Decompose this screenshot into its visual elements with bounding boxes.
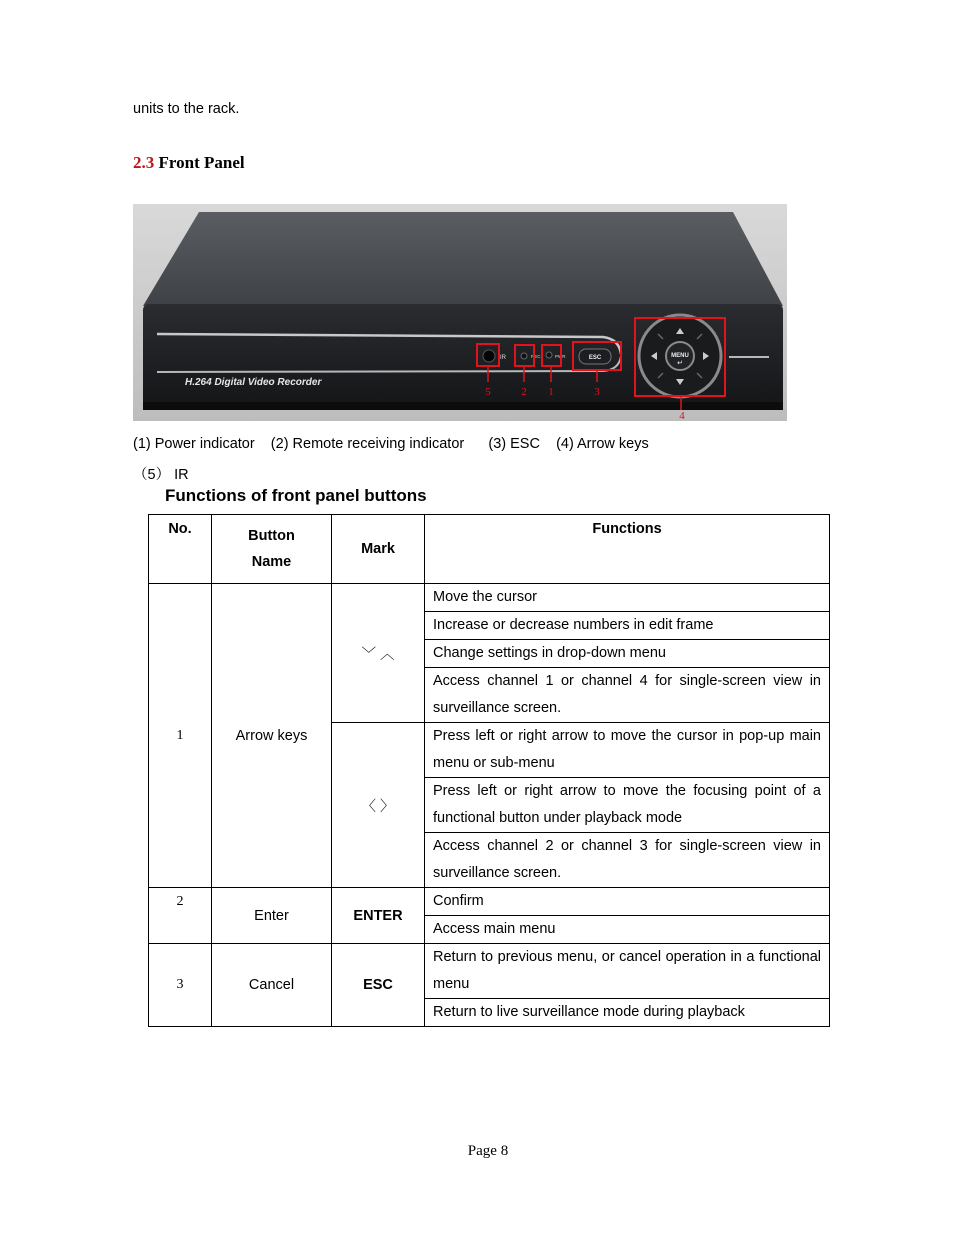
page-footer: Page 8 <box>467 1143 509 1159</box>
function-cell: Change settings in drop-down menu <box>425 640 830 668</box>
row1-number: 1 <box>149 584 212 888</box>
callout-label-3: 3 <box>594 386 600 398</box>
callout-label-5: 5 <box>485 386 491 398</box>
row1-button-name: Arrow keys <box>212 584 332 888</box>
function-cell: Press left or right arrow to move the cursor in pop-up main menu or sub-menu <box>425 723 830 778</box>
pwr-label: PWR <box>555 354 566 359</box>
ir-window-icon <box>483 350 495 362</box>
table-row <box>149 584 830 612</box>
row2-button-name: Enter <box>212 888 332 944</box>
dvr-front-panel-photo <box>133 204 787 421</box>
row3-mark: ESC <box>332 944 425 1027</box>
table-title: Functions of front panel buttons <box>165 486 427 505</box>
header-functions: Functions <box>425 515 830 584</box>
model-label: H.264 Digital Video Recorder <box>185 377 322 388</box>
callout-label-4: 4 <box>679 410 685 421</box>
function-cell: Move the cursor <box>425 584 830 612</box>
function-cell: Access channel 1 or channel 4 for single-screen view in surveillance screen. <box>425 668 830 723</box>
functions-table <box>148 514 830 1027</box>
header-button-name <box>212 515 332 584</box>
ir-label: IR <box>500 355 506 361</box>
header-mark: Mark <box>332 515 425 584</box>
row2-number: 2 <box>149 888 212 944</box>
photo-caption-line-1: (1) Power indicator (2) Remote receiving indicator (3) ESC (4) Arrow keys <box>133 436 649 452</box>
row3-number: 3 <box>149 944 212 1027</box>
function-cell: Confirm <box>425 888 830 916</box>
rec-indicator-icon <box>521 353 527 359</box>
header-no: No. <box>149 515 212 584</box>
table-row <box>149 944 830 999</box>
function-cell: Access main menu <box>425 916 830 944</box>
section-number: 2.3 <box>133 153 155 172</box>
photo-caption-line-2: （5） IR <box>133 467 189 483</box>
row1-mark-leftright: 〈 〉 <box>332 723 425 888</box>
intro-text: units to the rack. <box>133 101 240 117</box>
function-cell: Return to live surveillance mode during playback <box>425 999 830 1027</box>
enter-glyph-icon: ↵ <box>677 360 683 367</box>
menu-label: MENU <box>671 353 689 359</box>
row2-mark: ENTER <box>332 888 425 944</box>
esc-label: ESC <box>588 355 602 361</box>
callout-label-1: 1 <box>548 386 554 398</box>
function-cell: Increase or decrease numbers in edit frame <box>425 612 830 640</box>
device-base <box>143 402 783 410</box>
row3-button-name: Cancel <box>212 944 332 1027</box>
table-header-row <box>149 515 830 584</box>
table-row <box>149 888 830 916</box>
section-heading <box>133 153 245 173</box>
function-cell: Access channel 2 or channel 3 for single-screen view in surveillance screen. <box>425 833 830 888</box>
power-indicator-icon <box>546 352 552 358</box>
section-title: Front Panel <box>158 153 245 172</box>
row1-mark-updown: ﹀ ︿ <box>332 584 425 723</box>
rec-label: REC <box>531 354 541 359</box>
function-cell: Press left or right arrow to move the focusing point of a functional button under playback mode <box>425 778 830 833</box>
callout-label-2: 2 <box>521 386 527 398</box>
function-cell: Return to previous menu, or cancel operation in a functional menu <box>425 944 830 999</box>
header-button-name-line1: Button <box>248 528 295 544</box>
header-button-name-line2: Name <box>251 554 292 570</box>
device-top-surface <box>143 212 783 306</box>
